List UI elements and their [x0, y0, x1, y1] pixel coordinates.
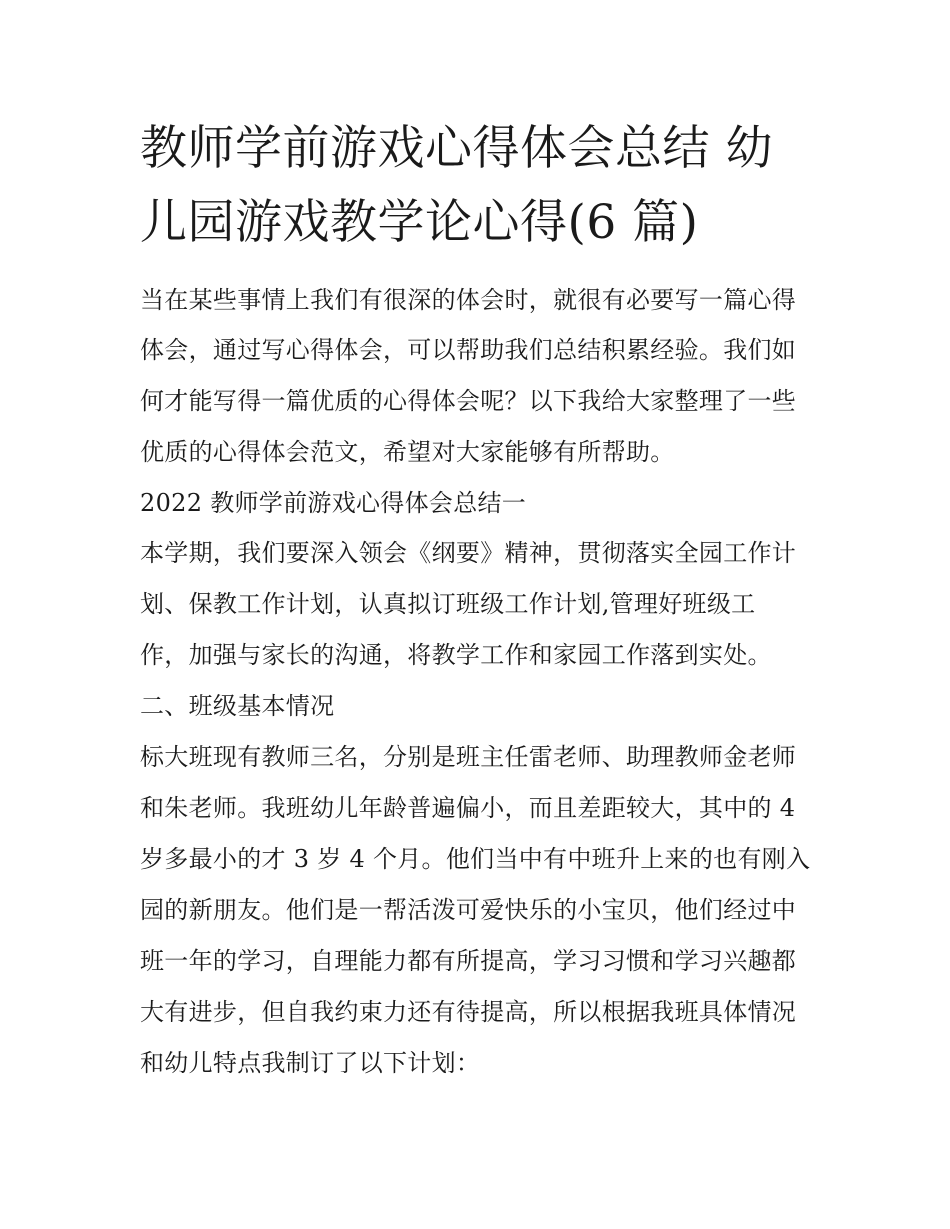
intro-line: 当在某些事情上我们有很深的体会时，就很有必要写一篇心得	[140, 286, 797, 314]
intro-line: 何才能写得一篇优质的心得体会呢？以下我给大家整理了一些	[140, 387, 797, 415]
title-line: 教师学前游戏心得体会总结 幼	[140, 121, 773, 176]
intro-line: 优质的心得体会范文，希望对大家能够有所帮助。	[140, 438, 675, 466]
body-line: 岁多最小的才 3 岁 4 个月。他们当中有中班升上来的也有刚入	[140, 845, 811, 873]
body-line: 园的新朋友。他们是一帮活泼可爱快乐的小宝贝，他们经过中	[140, 896, 797, 924]
subheading: 二、班级基本情况	[140, 692, 335, 720]
section-line: 本学期，我们要深入领会《纲要》精神，贯彻落实全园工作计	[140, 539, 797, 567]
body-line: 和朱老师。我班幼儿年龄普遍偏小，而且差距较大，其中的 4	[140, 794, 796, 822]
body-line: 和幼儿特点我制订了以下计划：	[140, 1049, 481, 1077]
intro-line: 体会，通过写心得体会，可以帮助我们总结积累经验。我们如	[140, 336, 797, 364]
document-title	[140, 112, 820, 260]
section-line: 作，加强与家长的沟通，将教学工作和家园工作落到实处。	[140, 641, 772, 669]
body-line: 标大班现有教师三名，分别是班主任雷老师、助理教师金老师	[140, 743, 797, 771]
body-line: 大有进步，但自我约束力还有待提高，所以根据我班具体情况	[140, 998, 797, 1026]
section-line: 划、保教工作计划，认真拟订班级工作计划,管理好班级工	[140, 590, 756, 618]
title-line: 儿园游戏教学论心得(6 篇)	[140, 195, 699, 250]
section-heading: 2022 教师学前游戏心得体会总结一	[140, 489, 527, 517]
body-line: 班一年的学习，自理能力都有所提高，学习习惯和学习兴趣都	[140, 947, 797, 975]
